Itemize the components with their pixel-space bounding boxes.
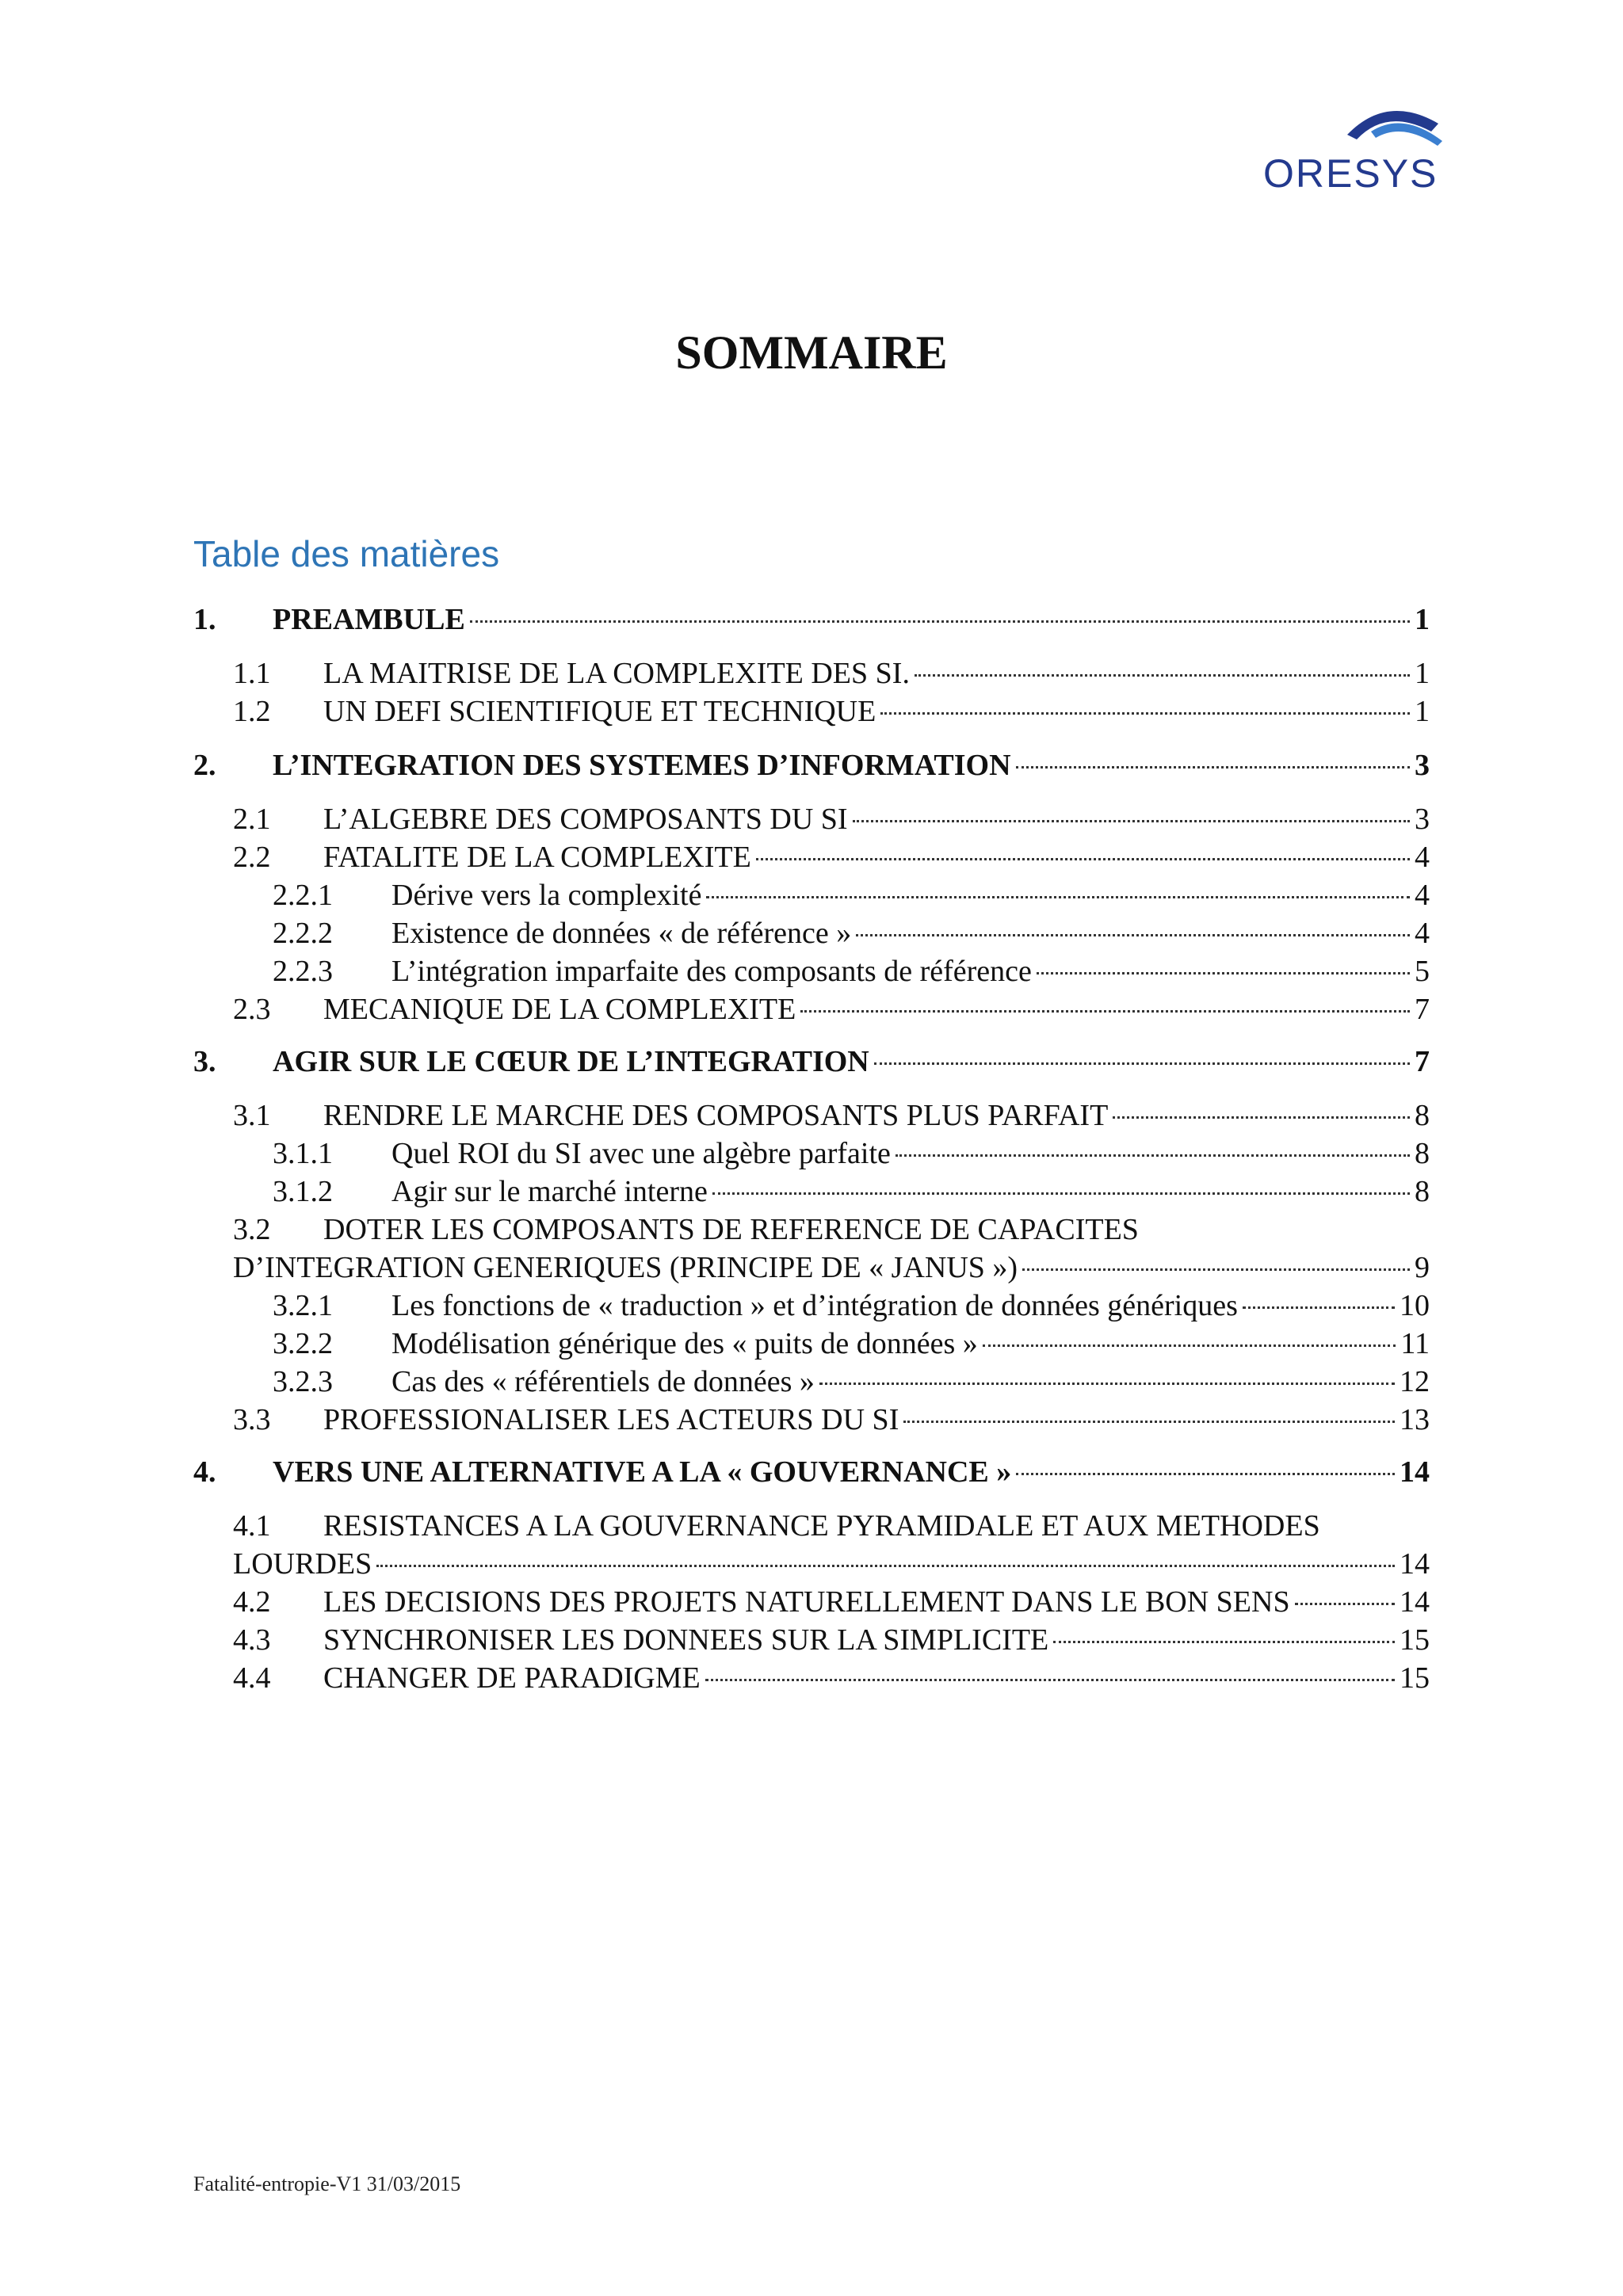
dot-leader: [1016, 1473, 1395, 1475]
toc-entry-number: 2.1: [233, 803, 271, 836]
toc-entry-title-continued: D’INTEGRATION GENERIQUES (PRINCIPE DE « JANUS »): [233, 1251, 1018, 1284]
dot-leader: [1053, 1641, 1395, 1643]
page-title: SOMMAIRE: [675, 326, 948, 379]
toc-entry-title: DOTER LES COMPOSANTS DE REFERENCE DE CAPACITES: [323, 1213, 1139, 1246]
dot-leader: [983, 1344, 1396, 1347]
toc-entry[interactable]: [233, 1097, 1430, 1135]
toc-entry-title: L’ALGEBRE DES COMPOSANTS DU SI: [323, 803, 848, 836]
toc-entry-number: 3.2.1: [273, 1289, 333, 1322]
toc-entry-number: 3.1: [233, 1099, 271, 1132]
toc-entry[interactable]: [273, 1135, 1430, 1173]
toc-entry-number: 2.2.3: [273, 955, 333, 988]
toc-entry-page: 8: [1415, 1099, 1430, 1132]
toc-entry-title: CHANGER DE PARADIGME: [323, 1661, 701, 1695]
toc-entry[interactable]: [233, 800, 1430, 838]
toc-entry[interactable]: [233, 1211, 1430, 1287]
toc-entry-page: 4: [1415, 879, 1430, 912]
toc-entry-number: 3.2.2: [273, 1327, 333, 1360]
toc-entry[interactable]: [273, 876, 1430, 914]
toc-entry-title: Cas des « référentiels de données »: [391, 1365, 815, 1398]
toc-entry-title: L’INTEGRATION DES SYSTEMES D’INFORMATION: [273, 749, 1011, 782]
dot-leader: [800, 1010, 1410, 1013]
toc-entry[interactable]: [233, 1583, 1430, 1621]
toc-entry-number: 1.1: [233, 657, 271, 690]
toc-entry-title: UN DEFI SCIENTIFIQUE ET TECHNIQUE: [323, 695, 876, 728]
dot-leader: [1037, 972, 1410, 974]
toc-entry-page: 12: [1400, 1365, 1430, 1398]
dot-leader: [896, 1154, 1410, 1157]
dot-leader: [1295, 1603, 1395, 1605]
toc-entry-page: 7: [1415, 1045, 1430, 1078]
toc-entry[interactable]: [273, 1325, 1430, 1363]
toc-entry-page: 15: [1400, 1661, 1430, 1695]
dot-leader: [470, 620, 1410, 623]
toc-heading: Table des matières: [193, 533, 500, 574]
toc-entry[interactable]: [233, 990, 1430, 1028]
toc-entry-title: Modélisation générique des « puits de données »: [391, 1327, 978, 1360]
dot-leader: [880, 712, 1410, 715]
toc-entry-page: 7: [1415, 993, 1430, 1026]
toc-entry-number: 2.2.2: [273, 917, 333, 950]
dot-leader: [706, 896, 1410, 898]
toc-entry-title: PREAMBULE: [273, 603, 465, 636]
toc-entry-number: 2.2: [233, 841, 271, 874]
toc-entry-number: 3.2: [233, 1213, 271, 1246]
toc-entry-page: 9: [1415, 1251, 1430, 1284]
toc-entry-number: 2.: [193, 749, 216, 782]
toc-entry-page: 3: [1415, 803, 1430, 836]
toc-entry-page: 15: [1400, 1623, 1430, 1657]
toc-entry-page: 1: [1415, 603, 1430, 636]
toc-entry[interactable]: [233, 1401, 1430, 1439]
toc-entry-title-continued: LOURDES: [233, 1547, 372, 1581]
toc-entry[interactable]: [273, 1287, 1430, 1325]
toc-entry-title: LA MAITRISE DE LA COMPLEXITE DES SI.: [323, 657, 910, 690]
toc-entry-page: 4: [1415, 841, 1430, 874]
toc-entry-title: SYNCHRONISER LES DONNEES SUR LA SIMPLICITE: [323, 1623, 1049, 1657]
dot-leader: [853, 820, 1410, 822]
toc-entry-title: PROFESSIONALISER LES ACTEURS DU SI: [323, 1403, 899, 1436]
toc-entry[interactable]: [273, 1363, 1430, 1401]
dot-leader: [1016, 766, 1410, 769]
toc-entry-title: Agir sur le marché interne: [391, 1175, 708, 1208]
toc-entry[interactable]: [193, 1453, 1430, 1491]
dot-leader: [705, 1679, 1395, 1681]
toc-entry-page: 1: [1415, 657, 1430, 690]
toc-entry-number: 1.2: [233, 695, 271, 728]
toc-entry-page: 3: [1415, 749, 1430, 782]
dot-leader: [712, 1192, 1410, 1195]
toc-entry-number: 2.3: [233, 993, 271, 1026]
dot-leader: [1243, 1306, 1395, 1309]
toc-entry-page: 5: [1415, 955, 1430, 988]
toc-entry-page: 1: [1415, 695, 1430, 728]
toc-entry-page: 14: [1400, 1547, 1430, 1581]
toc-entry-number: 4.4: [233, 1661, 271, 1695]
toc-entry[interactable]: [233, 692, 1430, 730]
toc-entry[interactable]: [193, 746, 1430, 784]
dot-leader: [856, 934, 1410, 936]
dot-leader: [915, 674, 1410, 677]
toc-entry-title: VERS UNE ALTERNATIVE A LA « GOUVERNANCE »: [273, 1455, 1012, 1489]
toc-entry-number: 3.1.1: [273, 1137, 333, 1170]
toc-entry-title: FATALITE DE LA COMPLEXITE: [323, 841, 751, 874]
dot-leader: [1022, 1268, 1410, 1271]
toc-entry[interactable]: [273, 1173, 1430, 1211]
toc-entry[interactable]: [193, 1043, 1430, 1081]
dot-leader: [756, 858, 1410, 860]
toc-entry-title: MECANIQUE DE LA COMPLEXITE: [323, 993, 796, 1026]
toc-entry[interactable]: [233, 1507, 1430, 1583]
toc-entry-number: 4.1: [233, 1509, 271, 1543]
toc-entry-page: 8: [1415, 1137, 1430, 1170]
toc-entry[interactable]: [233, 838, 1430, 876]
toc-entry-title: Les fonctions de « traduction » et d’intégration de données génériques: [391, 1289, 1238, 1322]
dot-leader: [1113, 1116, 1410, 1119]
toc-entry-number: 4.3: [233, 1623, 271, 1657]
toc-entry-page: 14: [1400, 1585, 1430, 1619]
toc-entry[interactable]: [233, 1659, 1430, 1697]
toc-entry-number: 4.: [193, 1455, 216, 1489]
toc-entry-number: 3.2.3: [273, 1365, 333, 1398]
dot-leader: [819, 1383, 1395, 1385]
toc-entry-title: L’intégration imparfaite des composants de référence: [391, 955, 1032, 988]
toc-entry-number: 3.: [193, 1045, 216, 1078]
toc-entry-number: 3.1.2: [273, 1175, 333, 1208]
toc-entry[interactable]: [233, 654, 1430, 692]
toc-entry-number: 2.2.1: [273, 879, 333, 912]
toc-entry-page: 14: [1400, 1455, 1430, 1489]
toc-entry-title: Dérive vers la complexité: [391, 879, 702, 912]
toc-entry[interactable]: [193, 601, 1430, 639]
dot-leader: [376, 1565, 1395, 1567]
toc-entry-page: 8: [1415, 1175, 1430, 1208]
toc-entry-number: 4.2: [233, 1585, 271, 1619]
document-footer: Fatalité-entropie-V1 31/03/2015: [193, 2172, 461, 2195]
toc-entry-page: 10: [1400, 1289, 1430, 1322]
toc-entry-number: 3.3: [233, 1403, 271, 1436]
toc-entry[interactable]: [233, 1621, 1430, 1659]
toc-entry-number: 1.: [193, 603, 216, 636]
toc-entry-page: 13: [1400, 1403, 1430, 1436]
toc-entry-title: Quel ROI du SI avec une algèbre parfaite: [391, 1137, 891, 1170]
toc-entry-title: RENDRE LE MARCHE DES COMPOSANTS PLUS PARFAIT: [323, 1099, 1109, 1132]
dot-leader: [874, 1062, 1410, 1065]
dot-leader: [903, 1421, 1395, 1423]
toc-entry-title: RESISTANCES A LA GOUVERNANCE PYRAMIDALE ET AUX METHODES: [323, 1509, 1320, 1543]
toc-entry-title: Existence de données « de référence »: [391, 917, 852, 950]
logo-text: ORESYS: [1263, 151, 1438, 196]
toc-entry-page: 4: [1415, 917, 1430, 950]
toc-entry[interactable]: [273, 914, 1430, 952]
toc-entry-title: LES DECISIONS DES PROJETS NATURELLEMENT DANS LE BON SENS: [323, 1585, 1290, 1619]
toc-entry-title: AGIR SUR LE CŒUR DE L’INTEGRATION: [273, 1045, 869, 1078]
toc-entry[interactable]: [273, 952, 1430, 990]
toc-entry-page: 11: [1400, 1327, 1430, 1360]
